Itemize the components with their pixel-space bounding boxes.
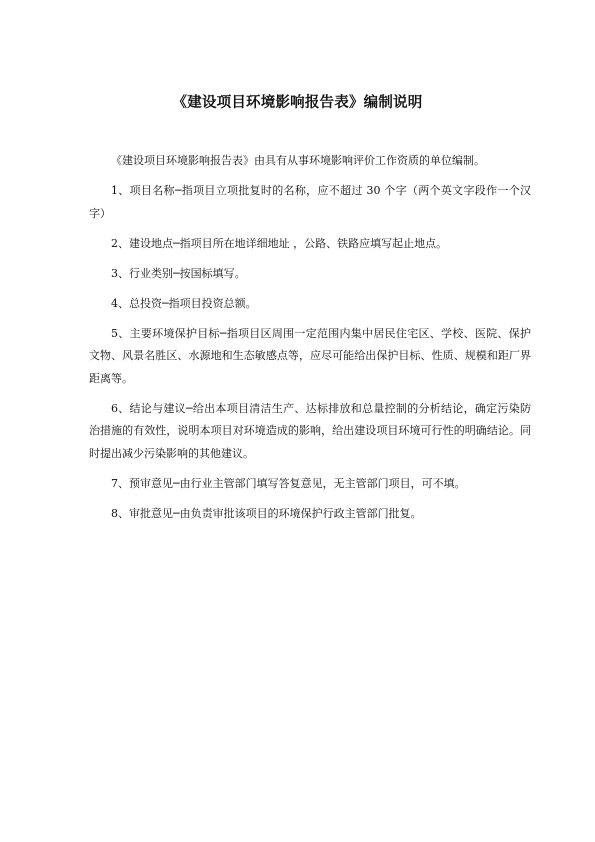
- item-industry-category: 3、行业类别─按国标填写。: [111, 266, 246, 280]
- item-approval-opinion: 8、审批意见─由负责审批该项目的环境保护行政主管部门批复。: [111, 506, 422, 520]
- item-protection-targets: 5、主要环境保护目标─指项目区周围一定范围内集中居民住宅区、学校、医院、保护文物、风景名胜区、水源地和生态敏感点等，应尽可能给出保护目标、性质、规模和距厂界距离等。: [89, 326, 531, 385]
- item-pre-review-opinion: 7、预审意见─由行业主管部门填写答复意见，无主管部门项目，可不填。: [111, 476, 466, 490]
- document-title: 《建设项目环境影响报告表》编制说明: [172, 94, 423, 111]
- item-conclusion-suggestions: 6、结论与建议─给出本项目清洁生产、达标排放和总量控制的分析结论，确定污染防治措施的有效性，说明本项目对环境造成的影响，给出建设项目环境可行性的明确结论。同时提出减少污染影响的其他建议。: [89, 401, 531, 460]
- item-construction-site: 2、建设地点─指项目所在地详细地址 ，公路、铁路应填写起止地点。: [111, 236, 448, 250]
- intro-paragraph: 《建设项目环境影响报告表》由具有从事环境影响评价工作资质的单位编制。: [111, 154, 485, 167]
- item-total-investment: 4、总投资─指项目投资总额。: [111, 296, 257, 310]
- item-project-name: 1、项目名称─指项目立项批复时的名称，应不超过 30 个字（两个英文字段作一个汉字）: [89, 184, 531, 220]
- document-body: [89, 150, 531, 533]
